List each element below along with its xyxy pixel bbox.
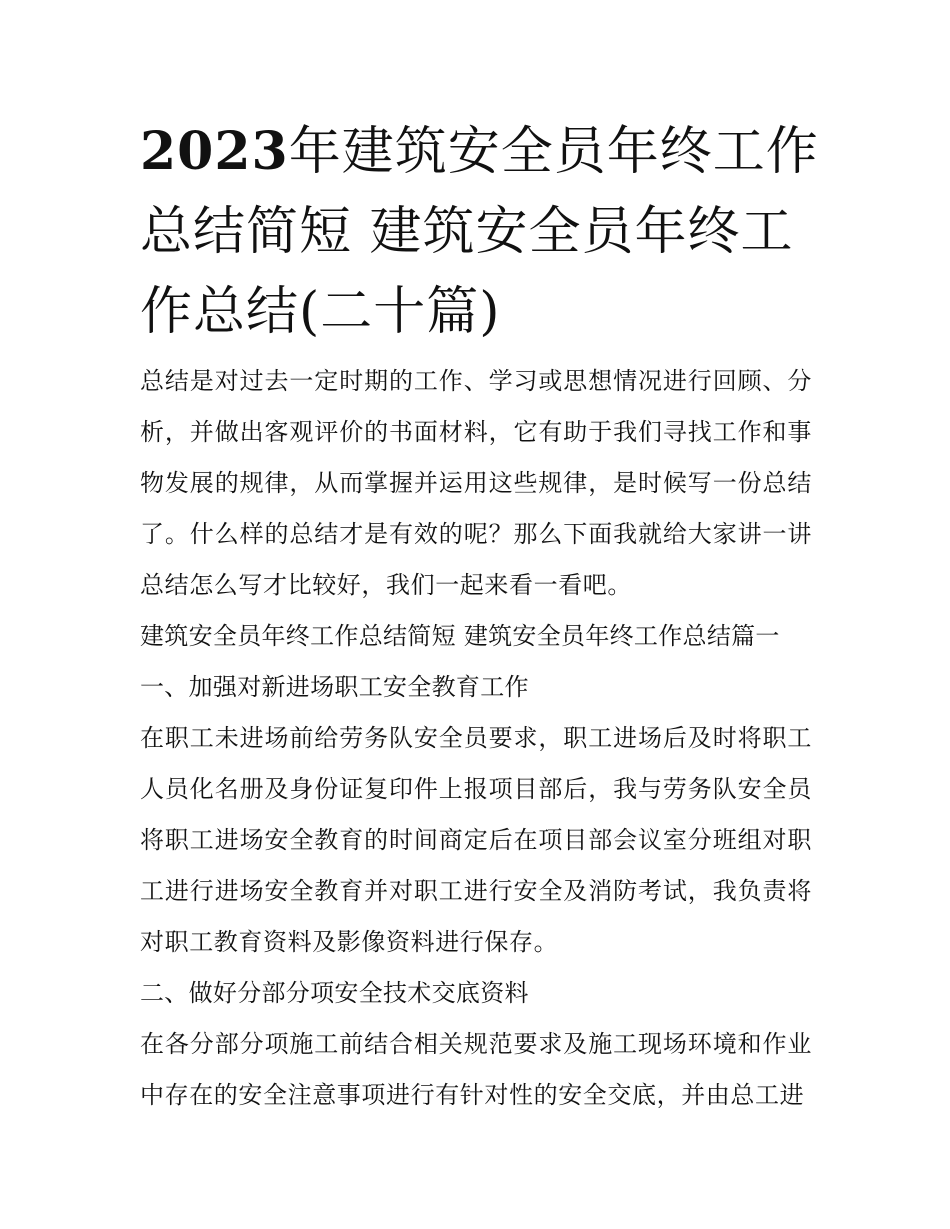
section-heading-2: 二、做好分部分项安全技术交底资料 bbox=[140, 979, 529, 1007]
article-title: 建筑安全员年终工作总结简短 建筑安全员年终工作总结篇一 bbox=[140, 622, 780, 650]
document-body bbox=[140, 356, 812, 1121]
section-heading-1: 一、加强对新进场职工安全教育工作 bbox=[140, 673, 529, 701]
title-text: 年建筑安全员年终工作总结简短 建筑安全员年终工作总结(二十篇) bbox=[140, 122, 819, 342]
section-paragraph-1: 在职工未进场前给劳务队安全员要求，职工进场后及时将职工人员化名册及身份证复印件上报项目部后，我与劳务队安全员将职工进场安全教育的时间商定后在项目部会议室分班组对职工进行进场安全教育并对职工进行安全及消防考试，我负责将对职工教育资料及影像资料进行保存。 bbox=[140, 724, 812, 956]
title-year: 2023 bbox=[140, 121, 289, 182]
section-paragraph-2: 在各分部分项施工前结合相关规范要求及施工现场环境和作业中存在的安全注意事项进行有针对性的安全交底，并由总工进 bbox=[140, 1030, 812, 1109]
intro-paragraph: 总结是对过去一定时期的工作、学习或思想情况进行回顾、分析，并做出客观评价的书面材料，它有助于我们寻找工作和事物发展的规律，从而掌握并运用这些规律，是时候写一份总结了。什么样的总结才是有效的呢？那么下面我就给大家讲一讲总结怎么写才比较好，我们一起来看一看吧。 bbox=[140, 367, 812, 599]
document-title bbox=[140, 112, 820, 352]
